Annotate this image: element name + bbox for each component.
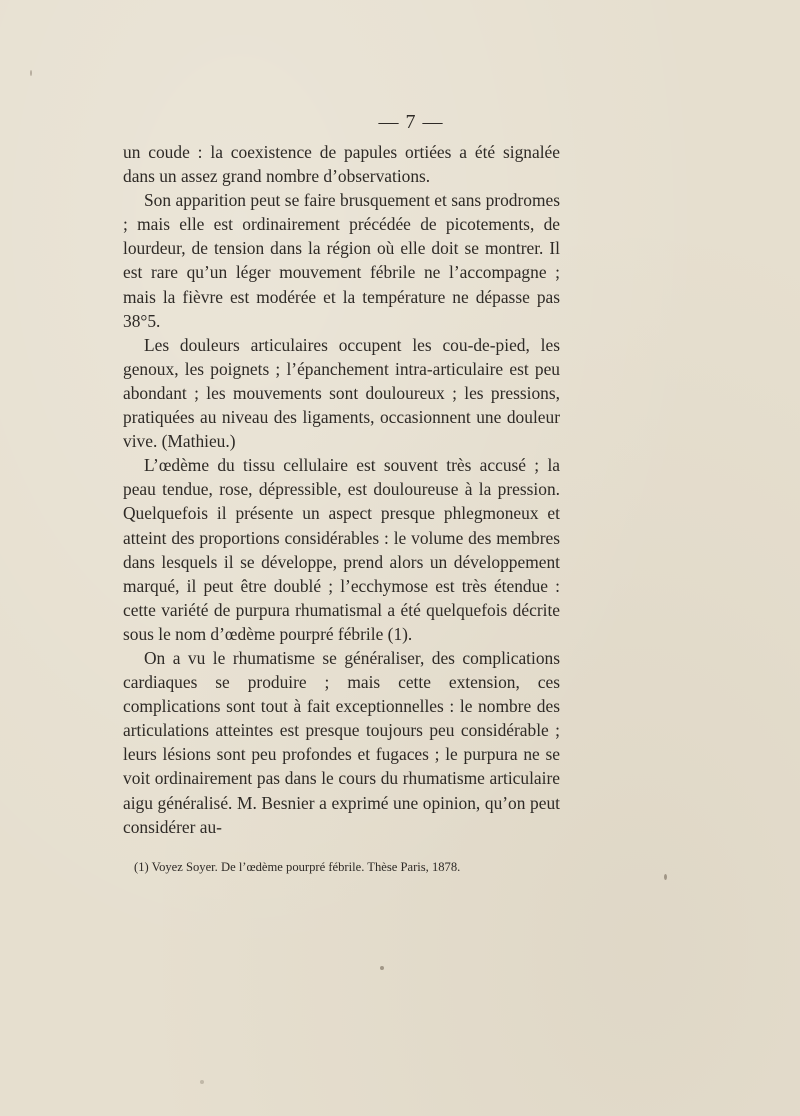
paragraph-4: L’œdème du tissu cellulaire est souvent très accusé ; la peau tendue, rose, dépressible, est douloureuse à la pression. Quelquefois il présente un aspect presque phlegmoneux et atteint des proportions considérables : le volume des membres dans lesquels il se développe, prend alors un développement marqué, il peut être doublé ; l’ecchymose est très étendue : cette variété de purpura rhumatismal a été quelquefois décrite sous le nom d’œdème pourpré fébrile (1). <box>123 455 560 644</box>
paper-speck <box>380 966 384 970</box>
page-number: — 7 — <box>378 111 444 133</box>
paper-speck <box>664 874 667 880</box>
paragraph-5: On a vu le rhumatisme se généraliser, des complications cardiaques se produire ; mais cette extension, ces complications sont tout à fait exceptionnelles : le nombre des articulations atteintes est presque toujours peu considérable ; leurs lésions sont peu profondes et fugaces ; le purpura ne se voit ordinairement pas dans le cours du rhumatisme articulaire aigu généralisé. M. Besnier a exprimé une opinion, qu’on peut considérer au- <box>123 647 560 837</box>
paper-speck <box>30 70 32 76</box>
footnote: (1) Voyez Soyer. De l’œdème pourpré fébrile. Thèse Paris, 1878. <box>134 860 461 874</box>
paragraph-2: Son apparition peut se faire brusquement et sans prodromes ; mais elle est ordinairement précédée de picotements, de lourdeur, de tension dans la région où elle doit se montrer. Il est rare qu’un léger mouvement fébrile ne l’accompagne ; mais la fièvre est modérée et la température ne dépasse pas 38°5. <box>123 190 560 331</box>
paragraph-3: Les douleurs articulaires occupent les cou-de-pied, les genoux, les poignets ; l’épanchement intra-articulaire est peu abondant ; les mouvements sont douloureux ; les pressions, pratiquées au niveau des ligaments, occasionnent une douleur vive. (Mathieu.) <box>123 334 560 452</box>
paper-speck <box>200 1080 204 1084</box>
paragraph-1: un coude : la coexistence de papules ortiées a été signalée dans un assez grand nombre d’observations. <box>123 142 560 187</box>
body-text <box>123 140 560 839</box>
